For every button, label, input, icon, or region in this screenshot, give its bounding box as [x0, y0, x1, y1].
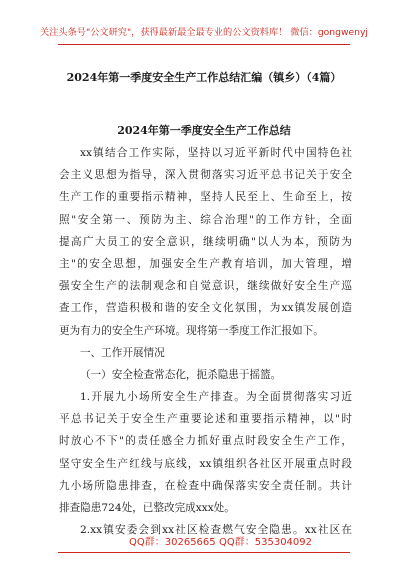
document-title: 2024年第一季度安全生产工作总结汇编（镇乡）（4篇）: [66, 71, 342, 84]
footer-qq-group-2: QQ群：535304092: [219, 537, 313, 548]
footer-qq-group-1: QQ群：30265665: [129, 537, 216, 548]
body-text: [59, 142, 352, 541]
paragraph-line: 坚守安全生产红线与底线，xx镇组织各社区开展重点时段: [59, 457, 352, 470]
header-divider: [58, 44, 350, 45]
paragraph-line: 会主义思想为指导，深入贯彻落实习近平总书记关于安全: [59, 169, 352, 182]
paragraph-line: 生产工作的重要指示精神，坚持人民至上、生命至上，按: [59, 191, 352, 204]
paragraph-line: 时放心不下"的责任感全力抓好重点时段安全生产工作，: [59, 435, 352, 448]
paragraph-line: 排查隐患724处，已整改完成xxx处。: [59, 502, 235, 514]
paragraph-line: 九小场所隐患排查，在检查中确保落实安全责任制。共计: [59, 479, 352, 492]
paragraph-line: xx镇结合工作实际，坚持以习近平新时代中国特色社: [80, 147, 352, 159]
section-heading: 一、工作开展情况: [80, 346, 165, 359]
paragraph-line: 主"的安全思想，加强安全生产教育培训，加大管理，增: [59, 257, 352, 270]
paragraph-line: 照"安全第一、预防为主、综合治理"的工作方针，全面: [59, 213, 352, 226]
paragraph-line: 提高广大员工的安全意识，继续明确"以人为本，预防为: [59, 235, 352, 248]
paragraph-line: 平总书记关于安全生产重要论述和重要指示精神，以"时: [59, 413, 352, 426]
paragraph-line: 强安全生产的法制观念和自觉意识，继续做好安全生产巡: [59, 280, 352, 293]
paragraph-line: 查工作，营造积极和谐的安全文化氛围，为xx镇发展创造: [59, 302, 352, 315]
paragraph-line: 2.xx镇安委会到xx社区检查燃气安全隐患。xx社区在: [80, 524, 352, 537]
paragraph-line: 1.开展九小场所安全生产排查。为全面贯彻落实习近: [80, 391, 352, 404]
footer-divider: [58, 552, 350, 553]
subsection-heading: （一）安全检查常态化，扼杀隐患于摇篮。: [80, 368, 282, 381]
page-header: 关注头条号"公文研究"，获得最新最全最专业的公文资料库！ 微信：gongwenyj: [40, 27, 368, 38]
section-title: 2024年第一季度安全生产工作总结: [117, 124, 291, 137]
paragraph-line: 更为有力的安全生产环境。现将第一季度工作汇报如下。: [59, 324, 324, 337]
